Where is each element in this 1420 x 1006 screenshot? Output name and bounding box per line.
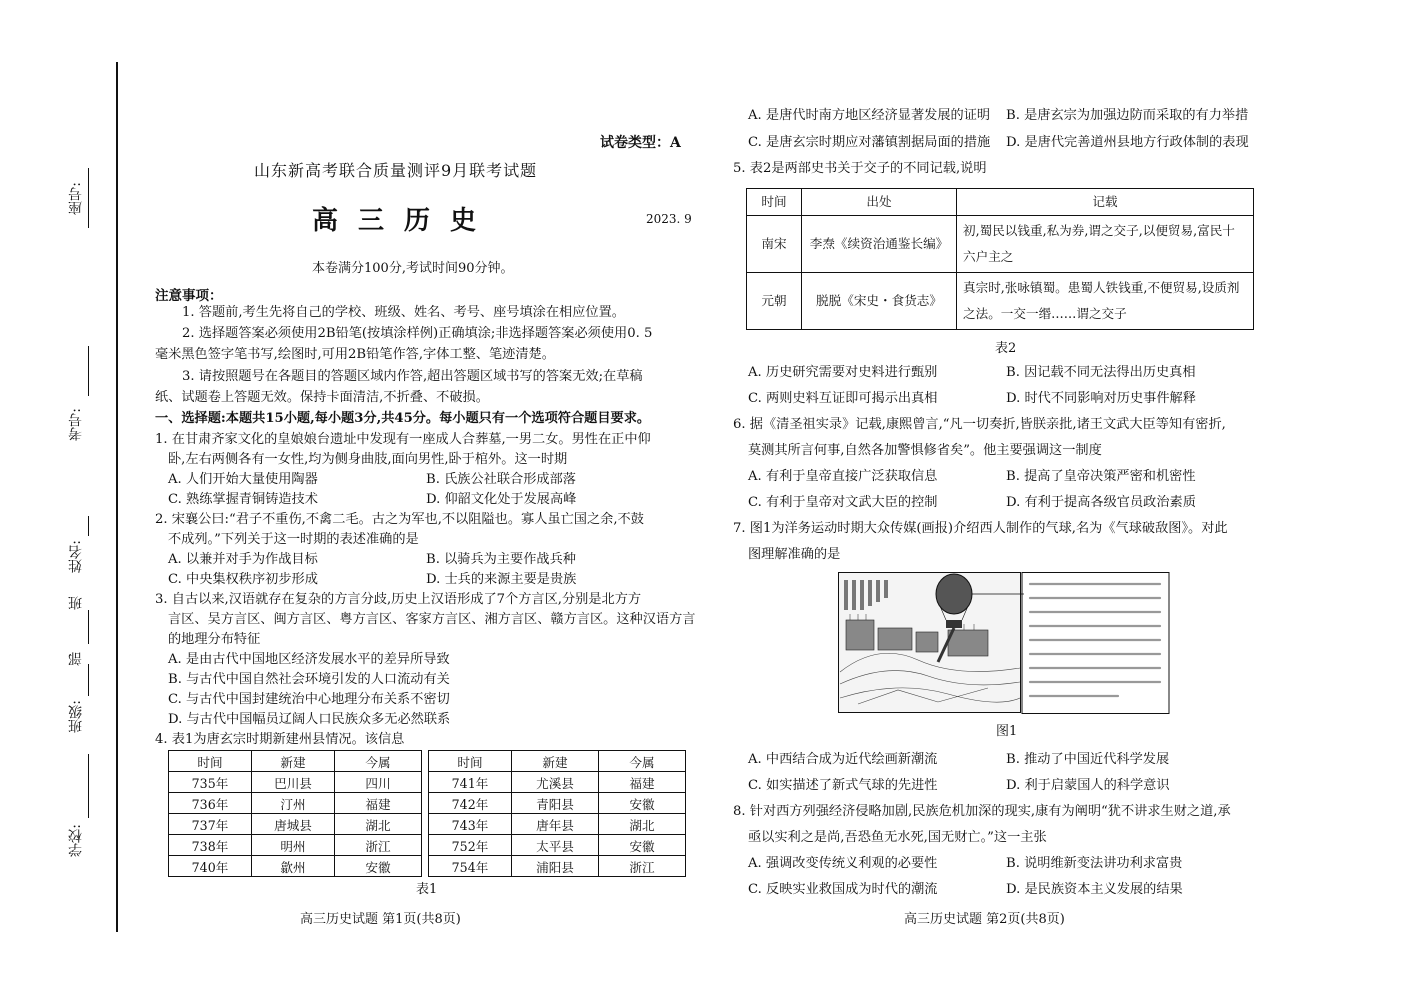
subject-title: 高三历史	[312, 206, 497, 236]
q4-option-c[interactable]: C. 是唐玄宗时期应对藩镇割据局面的措施	[748, 135, 991, 150]
table-cell: 安徽	[599, 793, 686, 814]
name-field[interactable]	[88, 516, 89, 536]
exam-no-label: 考号:	[68, 408, 84, 441]
q4-option-b[interactable]: B. 是唐玄宗为加强边防而采取的有力举措	[1006, 108, 1249, 123]
school-label: 学校:	[68, 824, 84, 857]
class-label: 班级:	[68, 700, 84, 733]
table-cell: 安徽	[335, 856, 422, 877]
table-cell: 754年	[429, 856, 512, 877]
q3-option-b[interactable]: B. 与古代中国自然社会环境引发的人口流动有关	[168, 672, 450, 687]
class-field-2[interactable]	[88, 664, 89, 696]
table-cell: 743年	[429, 814, 512, 835]
table-cell: 736年	[169, 793, 252, 814]
q3-stem: 3. 自古以来,汉语就存在复杂的方言分歧,历史上汉语形成了7个方言区,分别是北方方	[155, 592, 642, 607]
balloon-illustration	[838, 572, 1170, 714]
q1-option-d[interactable]: D. 仰韶文化处于发展高峰	[426, 492, 577, 507]
notice-line: 纸、试题卷上答题无效。保持卡面清洁,不折叠、不破损。	[155, 390, 489, 405]
table-header: 今属	[599, 751, 686, 772]
class-part-1: 部	[68, 652, 84, 666]
q8-option-d[interactable]: D. 是民族资本主义发展的结果	[1006, 882, 1183, 897]
table-header: 新建	[252, 751, 335, 772]
q8-stem: 亟以实利之是尚,吾恐鱼无水死,国无财亡。”这一主张	[748, 830, 1047, 845]
q4-option-a[interactable]: A. 是唐代时南方地区经济显著发展的证明	[748, 108, 991, 123]
school-field[interactable]	[88, 754, 89, 818]
table-cell: 742年	[429, 793, 512, 814]
table-cell: 元朝	[747, 273, 802, 330]
table-cell: 四川	[335, 772, 422, 793]
table-cell: 安徽	[599, 835, 686, 856]
q7-option-c[interactable]: C. 如实描述了新式气球的先进性	[748, 778, 938, 793]
table-row	[747, 216, 1254, 273]
q5-option-a[interactable]: A. 历史研究需要对史料进行甄别	[748, 365, 938, 380]
q8-stem: 8. 针对西方列强经济侵略加剧,民族危机加深的现实,康有为阐明“犹不讲求生财之道,承	[733, 804, 1231, 819]
table-cell: 脱脱《宋史・食货志》	[802, 273, 957, 330]
table-header: 出处	[802, 189, 957, 216]
page-footer-left: 高三历史试题 第1页(共8页)	[300, 912, 461, 927]
seat-field[interactable]	[88, 168, 89, 228]
table-cell: 浦阳县	[512, 856, 599, 877]
notice-line: 2. 选择题答案必须使用2B铅笔(按填涂样例)正确填涂;非选择题答案必须使用0. 5	[182, 326, 653, 341]
table-header-row	[169, 751, 686, 772]
score-line: 本卷满分100分,考试时间90分钟。	[312, 261, 514, 276]
table-header: 时间	[429, 751, 512, 772]
q2-option-b[interactable]: B. 以骑兵为主要作战兵种	[426, 552, 576, 567]
q3-option-a[interactable]: A. 是由古代中国地区经济发展水平的差异所导致	[168, 652, 450, 667]
table-row	[747, 273, 1254, 330]
q1-stem: 卧,左右两侧各有一女性,均为侧身曲肢,面向男性,卧于棺外。这一时期	[168, 452, 568, 467]
table-cell: 735年	[169, 772, 252, 793]
q6-stem: 莫测其所言何事,自然各加警惧修省矣”。他主要强调这一制度	[748, 443, 1102, 458]
q5-option-c[interactable]: C. 两则史料互证即可揭示出真相	[748, 391, 938, 406]
table-cell: 752年	[429, 835, 512, 856]
table-cell: 唐年县	[512, 814, 599, 835]
paper-type: 试卷类型：A	[600, 135, 681, 151]
q6-option-a[interactable]: A. 有利于皇帝直接广泛获取信息	[748, 469, 938, 484]
table-2-caption: 表2	[995, 341, 1017, 356]
table-cell: 初,蜀民以钱重,私为券,谓之交子,以便贸易,富民十六户主之	[957, 216, 1254, 273]
q6-option-c[interactable]: C. 有利于皇帝对文武大臣的控制	[748, 495, 938, 510]
name-label: 姓名:	[68, 540, 84, 573]
q1-option-c[interactable]: C. 熟练掌握青铜铸造技术	[168, 492, 318, 507]
q8-option-c[interactable]: C. 反映实业救国成为时代的潮流	[748, 882, 938, 897]
section-heading: 一、选择题:本题共15小题,每小题3分,共45分。每小题只有一个选项符合题目要求。	[155, 411, 651, 426]
table-cell: 唐城县	[252, 814, 335, 835]
q1-option-a[interactable]: A. 人们开始大量使用陶器	[168, 472, 318, 487]
q4-stem: 4. 表1为唐玄宗时期新建州县情况。该信息	[155, 732, 405, 747]
q1-option-b[interactable]: B. 氏族公社联合形成部落	[426, 472, 576, 487]
figure-1-caption: 图1	[996, 724, 1018, 739]
table-header: 时间	[747, 189, 802, 216]
table-header: 记载	[957, 189, 1254, 216]
q7-option-d[interactable]: D. 利于启蒙国人的科学意识	[1006, 778, 1170, 793]
table-cell: 南宋	[747, 216, 802, 273]
q5-option-b[interactable]: B. 因记载不同无法得出历史真相	[1006, 365, 1196, 380]
q6-option-b[interactable]: B. 提高了皇帝决策严密和机密性	[1006, 469, 1196, 484]
table-cell: 738年	[169, 835, 252, 856]
table-1	[168, 750, 686, 877]
exam-name: 山东新高考联合质量测评9月联考试题	[254, 161, 538, 180]
class-part-2: 班	[68, 596, 84, 610]
q2-option-c[interactable]: C. 中央集权秩序初步形成	[168, 572, 318, 587]
q3-option-d[interactable]: D. 与古代中国幅员辽阔人口民族众多无必然联系	[168, 712, 451, 727]
binding-line	[116, 62, 118, 932]
exam-date: 2023. 9	[646, 212, 692, 226]
q6-option-d[interactable]: D. 有利于提高各级官员政治素质	[1006, 495, 1196, 510]
table-cell: 湖北	[335, 814, 422, 835]
table-cell: 太平县	[512, 835, 599, 856]
table-cell: 尤溪县	[512, 772, 599, 793]
q7-option-b[interactable]: B. 推动了中国近代科学发展	[1006, 752, 1170, 767]
table-header: 时间	[169, 751, 252, 772]
q2-option-a[interactable]: A. 以兼并对手为作战目标	[168, 552, 318, 567]
notice-line: 毫米黑色签字笔书写,绘图时,可用2B铅笔作答,字体工整、笔迹清楚。	[155, 347, 555, 362]
q8-option-a[interactable]: A. 强调改变传统义利观的必要性	[748, 856, 938, 871]
table-cell: 李焘《续资治通鉴长编》	[802, 216, 957, 273]
q2-stem: 2. 宋襄公曰:“君子不重伤,不禽二毛。古之为军也,不以阻隘也。寡人虽亡国之余,不鼓	[155, 512, 644, 527]
exam-no-field[interactable]	[88, 346, 89, 396]
q7-stem: 7. 图1为洋务运动时期大众传媒(画报)介绍西人制作的气球,名为《气球破敌图》。对此	[733, 521, 1228, 536]
table-cell: 741年	[429, 772, 512, 793]
table-cell: 湖北	[599, 814, 686, 835]
class-field-1[interactable]	[88, 610, 89, 644]
q2-stem: 不成列。”下列关于这一时期的表述准确的是	[168, 532, 419, 547]
q3-option-c[interactable]: C. 与古代中国封建统治中心地理分布关系不密切	[168, 692, 450, 707]
q6-stem: 6. 据《清圣祖实录》记载,康熙曾言,“凡一切奏折,皆朕亲批,诸王文武大臣等知有密折,	[733, 417, 1226, 432]
table-cell: 737年	[169, 814, 252, 835]
table-cell: 青阳县	[512, 793, 599, 814]
q4-option-d[interactable]: D. 是唐代完善道州县地方行政体制的表现	[1006, 135, 1249, 150]
table-cell: 福建	[599, 772, 686, 793]
table-cell: 巴川县	[252, 772, 335, 793]
q2-option-d[interactable]: D. 士兵的来源主要是贵族	[426, 572, 577, 587]
notice-line: 1. 答题前,考生先将自己的学校、班级、姓名、考号、座号填涂在相应位置。	[182, 305, 625, 320]
table-header: 新建	[512, 751, 599, 772]
notice-heading: 注意事项：	[155, 288, 223, 304]
table-cell: 740年	[169, 856, 252, 877]
q7-stem: 图理解准确的是	[748, 547, 841, 562]
table-cell: 明州	[252, 835, 335, 856]
q5-option-d[interactable]: D. 时代不同影响对历史事件解释	[1006, 391, 1196, 406]
table-separator	[422, 751, 429, 877]
table-header: 今属	[335, 751, 422, 772]
table-cell: 歙州	[252, 856, 335, 877]
q7-option-a[interactable]: A. 中西结合成为近代绘画新潮流	[748, 752, 938, 767]
table-cell: 浙江	[335, 835, 422, 856]
table-1-caption: 表1	[416, 882, 438, 897]
q1-stem: 1. 在甘肃齐家文化的皇娘娘台遗址中发现有一座成人合葬墓,一男二女。男性在正中仰	[155, 432, 651, 447]
table-cell: 汀州	[252, 793, 335, 814]
table-cell: 浙江	[599, 856, 686, 877]
q3-stem: 言区、吴方言区、闽方言区、粤方言区、客家方言区、湘方言区、赣方言区。这种汉语方言	[168, 612, 696, 627]
q8-option-b[interactable]: B. 说明维新变法讲功利求富贵	[1006, 856, 1183, 871]
q3-stem: 的地理分布特征	[168, 632, 261, 647]
table-2	[746, 188, 1254, 330]
table-cell: 福建	[335, 793, 422, 814]
q5-stem: 5. 表2是两部史书关于交子的不同记载,说明	[733, 161, 987, 176]
seat-label: 座号:	[68, 182, 84, 215]
notice-line: 3. 请按照题号在各题目的答题区域内作答,超出答题区域书写的答案无效;在草稿	[182, 369, 643, 384]
table-cell: 真宗时,张咏镇蜀。患蜀人铁钱重,不便贸易,设质剂之法。一交一缗……谓之交子	[957, 273, 1254, 330]
table-header-row	[747, 189, 1254, 216]
page-footer-right: 高三历史试题 第2页(共8页)	[904, 912, 1065, 927]
